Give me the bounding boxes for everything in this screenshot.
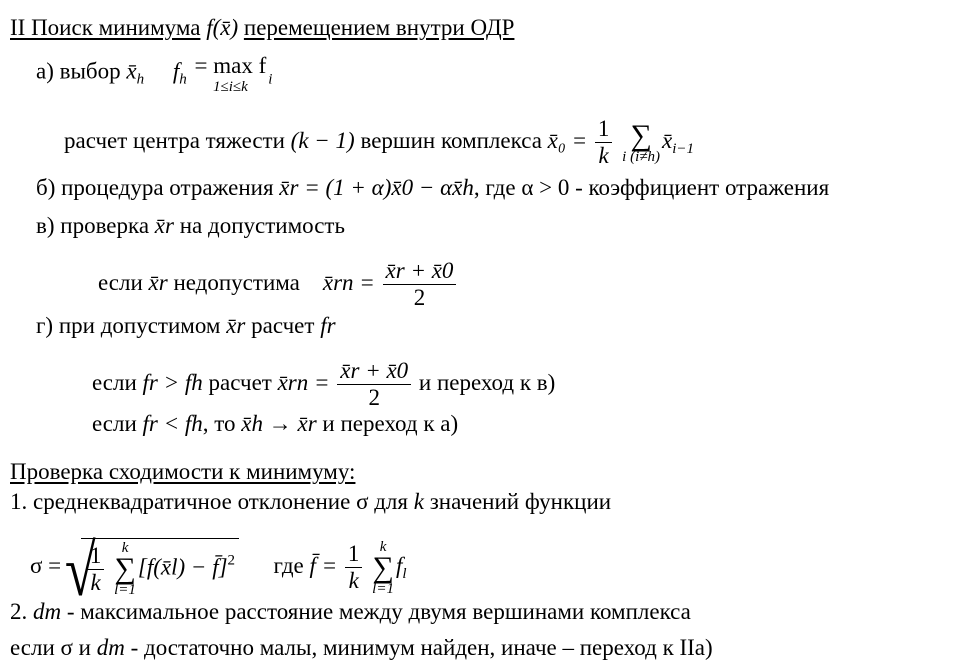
step-b-label: б) процедура отражения	[36, 175, 274, 200]
sigma-frac-num: √ 1	[87, 543, 105, 570]
case2-line	[92, 410, 458, 438]
item2-rest: - максимальное расстояние между двумя вершинами комплекса	[66, 599, 691, 624]
convergence-heading-text: Проверка сходимости к минимуму:	[10, 459, 356, 484]
case1-frac	[337, 358, 411, 411]
sigma-term: [f(x̄l) − f̄]	[137, 554, 228, 580]
step-a-sub: h	[136, 71, 145, 88]
step-a-line	[36, 52, 272, 94]
sigma-sum-bot: l=1	[114, 582, 136, 598]
case2-cond: fr < fh	[142, 411, 203, 436]
item1-line	[10, 488, 611, 516]
item1-rest: значений функции	[429, 489, 612, 514]
centroid-sum: ∑ i (i≠h)	[622, 118, 660, 165]
max-operator	[195, 52, 267, 94]
final-line	[10, 634, 713, 662]
step-b-rest: , где α > 0 - коэффициент отражения	[473, 175, 830, 200]
case1-line	[92, 358, 555, 411]
item2-label: 2.	[10, 599, 28, 624]
case1-if: если	[92, 369, 137, 395]
centroid-lhs: x̄₀ =	[547, 127, 588, 153]
fbar-frac	[345, 541, 363, 594]
step-c-if-line	[98, 258, 458, 311]
fbar-sum-bot: l=1	[372, 580, 394, 597]
centroid-frac	[595, 116, 613, 169]
sigma-sqrt	[81, 538, 239, 597]
fbar-sum: k ∑ l=1	[372, 538, 394, 597]
fbar-sum-top: k	[379, 538, 387, 555]
step-d-label: г) при допустимом	[36, 313, 221, 338]
centroid-term: x̄	[661, 127, 673, 153]
centroid-frac-den: k	[598, 143, 609, 168]
step-c-line	[36, 212, 345, 240]
sigma-exp: 2	[227, 552, 236, 569]
max-eq: = max f	[194, 53, 267, 78]
item2-line	[10, 598, 691, 626]
case1-rest: и переход к в)	[418, 369, 556, 395]
case1-calc: расчет	[208, 369, 272, 395]
fbar-frac-den: k	[348, 568, 359, 593]
sigma-sum: k ∑ l=1	[114, 540, 136, 598]
fh-lhs: f	[172, 58, 180, 84]
sigma-lhs: σ =	[30, 552, 62, 578]
case2-to: , то	[202, 411, 236, 436]
case2-rest: и переход к а)	[322, 411, 459, 436]
case1-frac-num: x̄r + x̄0	[337, 358, 411, 385]
step-d-func: fr	[320, 313, 336, 338]
max-range: 1≤i≤k	[212, 79, 248, 95]
convergence-heading	[10, 458, 355, 486]
fbar-lhs: f̄ =	[309, 552, 338, 578]
where-label: где	[273, 552, 304, 578]
item1-k: k	[413, 489, 424, 514]
step-a-label: а) выбор	[36, 58, 121, 84]
step-c-frac	[383, 258, 457, 311]
centroid-k: (k − 1)	[290, 127, 355, 153]
case1-cond: fr > fh	[142, 369, 203, 395]
fh-sub: h	[179, 71, 187, 88]
step-c-label: в) проверка	[36, 213, 150, 238]
centroid-rest: вершин комплекса	[360, 127, 542, 153]
item1-mid: для	[374, 489, 408, 514]
step-d-var: x̄r	[226, 313, 246, 338]
step-b-line	[36, 174, 829, 202]
centroid-text: расчет центра тяжести	[64, 127, 285, 153]
final-var: dm	[96, 635, 125, 660]
fbar-frac-num: 1	[345, 541, 363, 568]
step-c-if-rest: недопустима	[173, 269, 300, 295]
case2-assign: x̄h → x̄r	[241, 411, 317, 436]
step-c-if: если	[98, 269, 143, 295]
item2-var: dm	[33, 599, 62, 624]
item1-sigma: σ	[356, 489, 369, 514]
step-c-lhs: x̄rn =	[322, 269, 375, 295]
centroid-sum-bot: i (i≠h)	[622, 148, 660, 165]
centroid-line	[64, 116, 694, 169]
centroid-term-sub: i−1	[672, 140, 694, 157]
item1-label: 1. среднеквадратичное отклонение	[10, 489, 351, 514]
step-c-var: x̄r	[154, 213, 174, 238]
step-d-line	[36, 312, 336, 340]
final-if: если σ и	[10, 635, 91, 660]
step-c-if-var: x̄r	[148, 269, 168, 295]
case2-if: если	[92, 411, 137, 436]
step-b-formula: x̄r = (1 + α)x̄0 − αx̄h	[279, 175, 474, 200]
step-c-rest: на допустимость	[179, 213, 345, 238]
step-d-mid: расчет	[251, 313, 315, 338]
heading-rest: перемещением внутри ОДР	[243, 15, 515, 40]
step-c-frac-num: x̄r + x̄0	[383, 258, 457, 285]
case1-lhs: x̄rn =	[277, 369, 330, 395]
final-rest: - достаточно малы, минимум найден, иначе – переход к IIа)	[130, 635, 713, 660]
sigma-frac	[87, 543, 105, 596]
section-heading	[10, 14, 514, 42]
step-a-var: x̄	[126, 58, 137, 84]
centroid-frac-num: 1	[595, 116, 613, 143]
fbar-term-sub: l	[402, 565, 407, 582]
max-sub: i	[268, 71, 273, 88]
sigma-sum-top: k	[121, 540, 129, 556]
heading-func: f(x̄)	[206, 15, 239, 40]
heading-text: II Поиск минимума	[10, 15, 201, 40]
step-c-frac-den: 2	[413, 285, 426, 310]
fbar-term: f	[395, 552, 403, 578]
case1-frac-den: 2	[368, 385, 380, 410]
sigma-frac-den: k	[90, 569, 101, 595]
sigma-formula-line	[30, 538, 407, 597]
